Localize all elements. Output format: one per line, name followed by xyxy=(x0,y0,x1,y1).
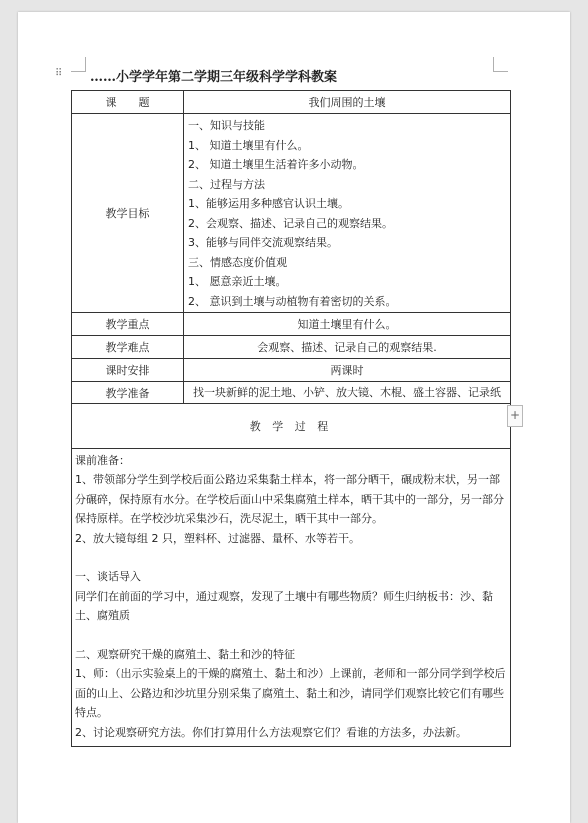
table-row-objectives xyxy=(72,114,511,313)
process-paragraph: 2、放大镜每组 2 只，塑料杯、过滤器、量杯、水等若干。 xyxy=(75,531,360,545)
cell-difficulty-label[interactable]: 教学难点 xyxy=(72,336,184,359)
objective-line: 1、能够运用多种感官认识土壤。 xyxy=(188,197,349,210)
objective-line: 2、会观察、描述、记录自己的观察结果。 xyxy=(188,216,393,230)
process-paragraph: 课前准备： xyxy=(75,454,130,467)
process-paragraph: 一、谈话导入 xyxy=(75,570,141,584)
objective-line: 一、知识与技能 xyxy=(188,119,265,132)
objective-line: 三、情感态度价值观 xyxy=(188,255,287,269)
lesson-plan-table xyxy=(71,90,511,747)
margin-corner-top-left xyxy=(71,57,86,72)
process-paragraph: 同学们在前面的学习中，通过观察，发现了土壤中有哪些物质？师生归纳板书：沙、黏土、腐殖质 xyxy=(75,589,493,623)
cell-preparation-value[interactable]: 找一块新鲜的泥土地、小铲、放大镜、木棍、盛土容器、记录纸 xyxy=(184,382,511,404)
cell-topic-label[interactable]: 课 题 xyxy=(72,91,184,114)
blank-line xyxy=(75,548,507,567)
table-row-topic xyxy=(72,91,511,114)
process-paragraph: 1、带领部分学生到学校后面公路边采集黏土样本，将一部分晒干，碾成粉末状，另一部分碾碎，保持原有水分。在学校后面山中采集腐殖土样本，晒干其中的一部分，另一部分保持原样。在学校沙坑采集沙石，洗尽泥土，晒干其中一部分。 xyxy=(75,473,504,526)
table-row-preparation xyxy=(72,382,511,404)
margin-corner-top-right xyxy=(493,57,508,72)
table-row-schedule xyxy=(72,359,511,382)
process-body[interactable] xyxy=(72,449,511,747)
cell-preparation-label[interactable]: 教学准备 xyxy=(72,382,184,404)
objective-line: 2、 意识到土壤与动植物有着密切的关系。 xyxy=(188,294,397,308)
objective-line: 二、过程与方法 xyxy=(188,177,265,191)
cell-key-point-value[interactable]: 知道土壤里有什么。 xyxy=(184,313,511,336)
table-row-process-body xyxy=(72,449,511,747)
drag-handle-icon[interactable]: ⠿ xyxy=(55,68,64,79)
blank-line xyxy=(75,626,507,645)
cell-objectives-label[interactable]: 教学目标 xyxy=(72,114,184,313)
table-row-key-point xyxy=(72,313,511,336)
cell-schedule-value[interactable]: 两课时 xyxy=(184,359,511,382)
process-paragraph: 2、讨论观察研究方法。你们打算用什么方法观察它们？看谁的方法多，办法新。 xyxy=(75,725,467,739)
process-paragraph: 1、师：（出示实验桌上的干燥的腐殖土、黏土和沙）上课前，老师和一部分同学到学校后面的山上、公路边和沙坑里分别采集了腐殖土、黏土和沙，请同学们观察比较它们有哪些特点。 xyxy=(75,667,506,720)
cell-key-point-label[interactable]: 教学重点 xyxy=(72,313,184,336)
table-row-difficulty xyxy=(72,336,511,359)
cell-topic-value[interactable]: 我们周围的土壤 xyxy=(184,91,511,114)
table-row-process-header xyxy=(72,404,511,449)
cell-objectives-value[interactable] xyxy=(184,114,511,313)
objective-line: 1、 知道土壤里有什么。 xyxy=(188,138,309,152)
document-title: ……小学学年第二学期三年级科学学科教案 xyxy=(90,70,338,85)
objective-line: 1、 愿意亲近土壤。 xyxy=(188,275,287,288)
cell-schedule-label[interactable]: 课时安排 xyxy=(72,359,184,382)
objective-line: 2、 知道土壤里生活着许多小动物。 xyxy=(188,158,364,171)
process-paragraph: 二、观察研究干燥的腐殖土、黏土和沙的特征 xyxy=(75,648,295,662)
cell-difficulty-value[interactable]: 会观察、描述、记录自己的观察结果. xyxy=(184,336,511,359)
process-header[interactable]: 教 学 过 程 xyxy=(72,404,511,449)
add-column-button[interactable]: + xyxy=(507,405,523,427)
objective-line: 3、能够与同伴交流观察结果。 xyxy=(188,236,338,249)
